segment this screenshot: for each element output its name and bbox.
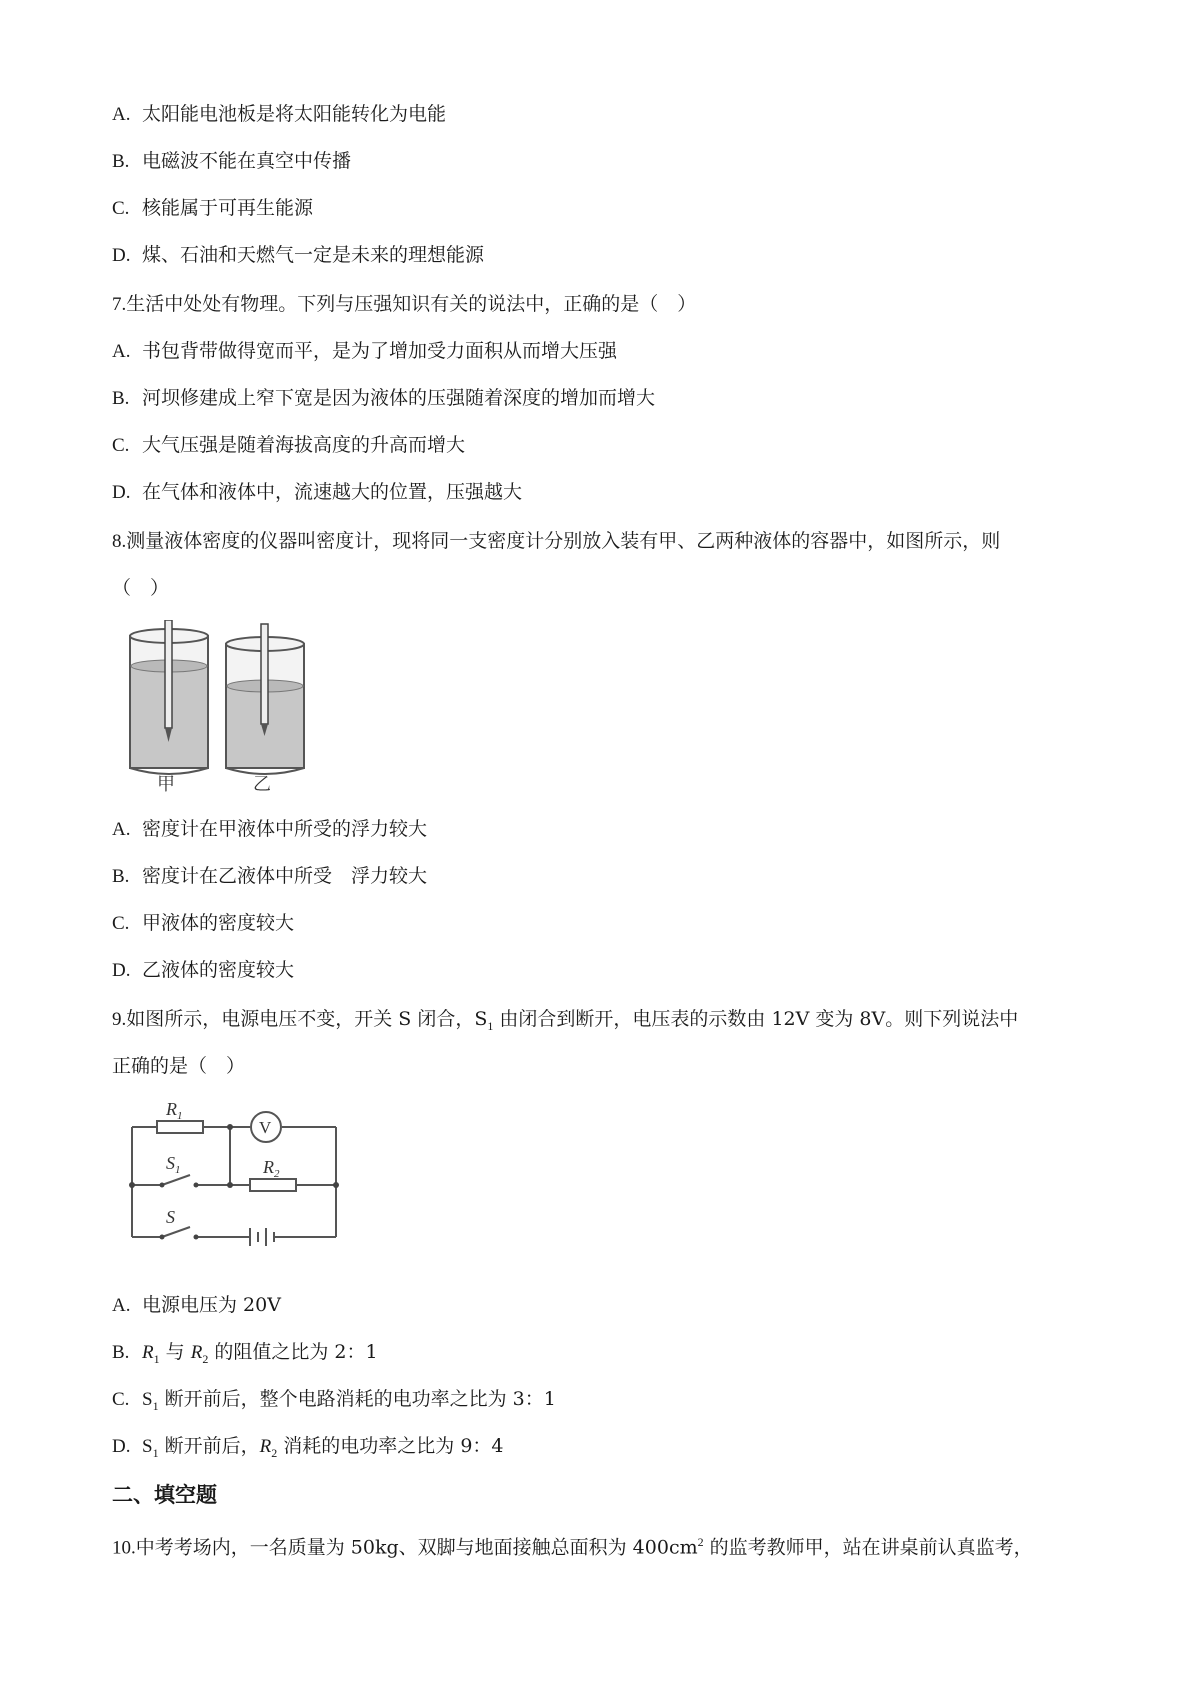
subscript: 2 bbox=[271, 1445, 278, 1460]
option-text: 大气压强是随着海拔高度的升高而增大 bbox=[142, 434, 466, 456]
option-label: A. bbox=[112, 819, 131, 840]
label-jia: 甲 bbox=[157, 774, 175, 792]
q7-option-c bbox=[112, 431, 465, 460]
q9-option-a bbox=[112, 1291, 281, 1320]
superscript: 2 bbox=[697, 1535, 704, 1549]
option-text: 乙液体的密度较大 bbox=[142, 959, 295, 981]
option-label: D. bbox=[112, 1436, 131, 1457]
r1-label bbox=[165, 1099, 183, 1122]
q9-option-b bbox=[112, 1338, 378, 1373]
option-label: B. bbox=[112, 866, 130, 887]
option-label: A. bbox=[112, 104, 131, 125]
subscript: 1 bbox=[152, 1445, 159, 1460]
subscript: 1 bbox=[487, 1018, 494, 1033]
label-yi: 乙 bbox=[253, 774, 271, 792]
question-text: 测量液体密度的仪器叫密度计，现将同一支密度计分别放入装有甲、乙两种液体的容器中，如图所示，则 bbox=[126, 530, 1001, 552]
q6-option-a bbox=[112, 100, 446, 129]
q8-option-c bbox=[112, 909, 294, 938]
option-text: 断开前后，整个电路消耗的电功率之比为 3：1 bbox=[158, 1388, 556, 1410]
q8-option-d bbox=[112, 956, 294, 985]
question-number: 8. bbox=[112, 531, 127, 552]
option-label: B. bbox=[112, 388, 130, 409]
question-text: 中考考场内，一名质量为 50kg、双脚与地面接触总面积为 400cm bbox=[135, 1536, 698, 1559]
subscript: 2 bbox=[202, 1351, 209, 1366]
q9-option-d bbox=[112, 1432, 504, 1467]
option-text: 断开前后， bbox=[158, 1435, 260, 1457]
q7-option-d bbox=[112, 478, 522, 507]
option-label: D. bbox=[112, 960, 131, 981]
question-number: 9. bbox=[112, 1009, 127, 1030]
option-label: C. bbox=[112, 435, 130, 456]
q8-stem-cont bbox=[112, 574, 169, 602]
s1-symbol: S bbox=[142, 1436, 153, 1457]
option-label: C. bbox=[112, 1389, 130, 1410]
r2-letter: R bbox=[263, 1157, 274, 1177]
container-right bbox=[226, 624, 304, 774]
voltmeter-label: V bbox=[259, 1118, 272, 1137]
subscript: 1 bbox=[153, 1351, 160, 1366]
r2-label bbox=[262, 1157, 280, 1180]
option-text: 在气体和液体中，流速越大的位置，压强越大 bbox=[142, 481, 523, 503]
question-text: 正确的是（ ） bbox=[112, 1055, 246, 1077]
circuit-figure bbox=[122, 1097, 352, 1255]
option-text: 与 bbox=[159, 1341, 191, 1363]
q7-stem bbox=[112, 290, 696, 319]
question-text: 生活中处处有物理。下列与压强知识有关的说法中，正确的是（ ） bbox=[126, 293, 697, 315]
q7-option-b bbox=[112, 384, 655, 413]
r1-symbol: R bbox=[142, 1342, 154, 1363]
q6-option-d bbox=[112, 241, 484, 270]
s1-label bbox=[166, 1153, 181, 1176]
option-label: D. bbox=[112, 245, 131, 266]
subscript: 1 bbox=[152, 1398, 159, 1413]
option-label: B. bbox=[112, 1342, 130, 1363]
q9-option-c bbox=[112, 1385, 556, 1420]
section-heading: 二、填空题 bbox=[112, 1483, 217, 1507]
q8-option-b bbox=[112, 862, 427, 891]
question-text: 如图所示，电源电压不变，开关 S 闭合，S bbox=[126, 1008, 488, 1030]
q6-option-c bbox=[112, 194, 313, 223]
question-text: （ ） bbox=[112, 577, 170, 599]
option-label: C. bbox=[112, 913, 130, 934]
option-text: 甲液体的密度较大 bbox=[142, 912, 295, 934]
s1-sub: 1 bbox=[175, 1164, 181, 1176]
option-text: 核能属于可再生能源 bbox=[142, 197, 314, 219]
option-text-cont: 消耗的电功率之比为 9：4 bbox=[277, 1435, 504, 1457]
option-text: 太阳能电池板是将太阳能转化为电能 bbox=[142, 103, 447, 125]
option-text-cont: 的阻值之比为 2：1 bbox=[208, 1341, 378, 1363]
s1-symbol: S bbox=[142, 1389, 153, 1410]
s-label: S bbox=[166, 1207, 175, 1227]
option-text: 河坝修建成上窄下宽是因为液体的压强随着深度的增加而增大 bbox=[142, 387, 656, 409]
q9-stem bbox=[112, 1005, 1018, 1040]
option-text: 密度计在乙液体中所受 浮力较大 bbox=[142, 865, 428, 887]
question-text-cont: 的监考教师甲，站在讲桌前认真监考， bbox=[703, 1536, 1033, 1559]
q10-stem bbox=[112, 1528, 1033, 1562]
s1-letter: S bbox=[166, 1153, 175, 1173]
option-label: A. bbox=[112, 341, 131, 362]
question-number: 7. bbox=[112, 294, 127, 315]
option-label: B. bbox=[112, 151, 130, 172]
q6-option-b bbox=[112, 147, 351, 176]
hydrometer-figure bbox=[110, 620, 310, 792]
q7-option-a bbox=[112, 337, 617, 366]
option-text: 电磁波不能在真空中传播 bbox=[142, 150, 352, 172]
r1-letter: R bbox=[166, 1099, 177, 1119]
q9-stem-cont bbox=[112, 1052, 245, 1080]
option-label: C. bbox=[112, 198, 130, 219]
option-label: A. bbox=[112, 1295, 131, 1316]
q8-option-a bbox=[112, 815, 427, 844]
option-text: 密度计在甲液体中所受的浮力较大 bbox=[142, 818, 428, 840]
r2-symbol: R bbox=[259, 1436, 272, 1457]
option-label: D. bbox=[112, 482, 131, 503]
question-number: 10. bbox=[112, 1537, 136, 1559]
option-text: 电源电压为 20V bbox=[142, 1294, 281, 1316]
r1-sub: 1 bbox=[177, 1110, 183, 1122]
option-text: 书包背带做得宽而平，是为了增加受力面积从而增大压强 bbox=[142, 340, 618, 362]
container-left bbox=[130, 620, 208, 774]
r2-sub: 2 bbox=[274, 1168, 280, 1180]
q8-stem bbox=[112, 527, 1000, 556]
option-text: 煤、石油和天燃气一定是未来的理想能源 bbox=[142, 244, 485, 266]
r2-symbol: R bbox=[190, 1342, 203, 1363]
question-text-cont: 由闭合到断开，电压表的示数由 12V 变为 8V。则下列说法中 bbox=[493, 1008, 1019, 1030]
